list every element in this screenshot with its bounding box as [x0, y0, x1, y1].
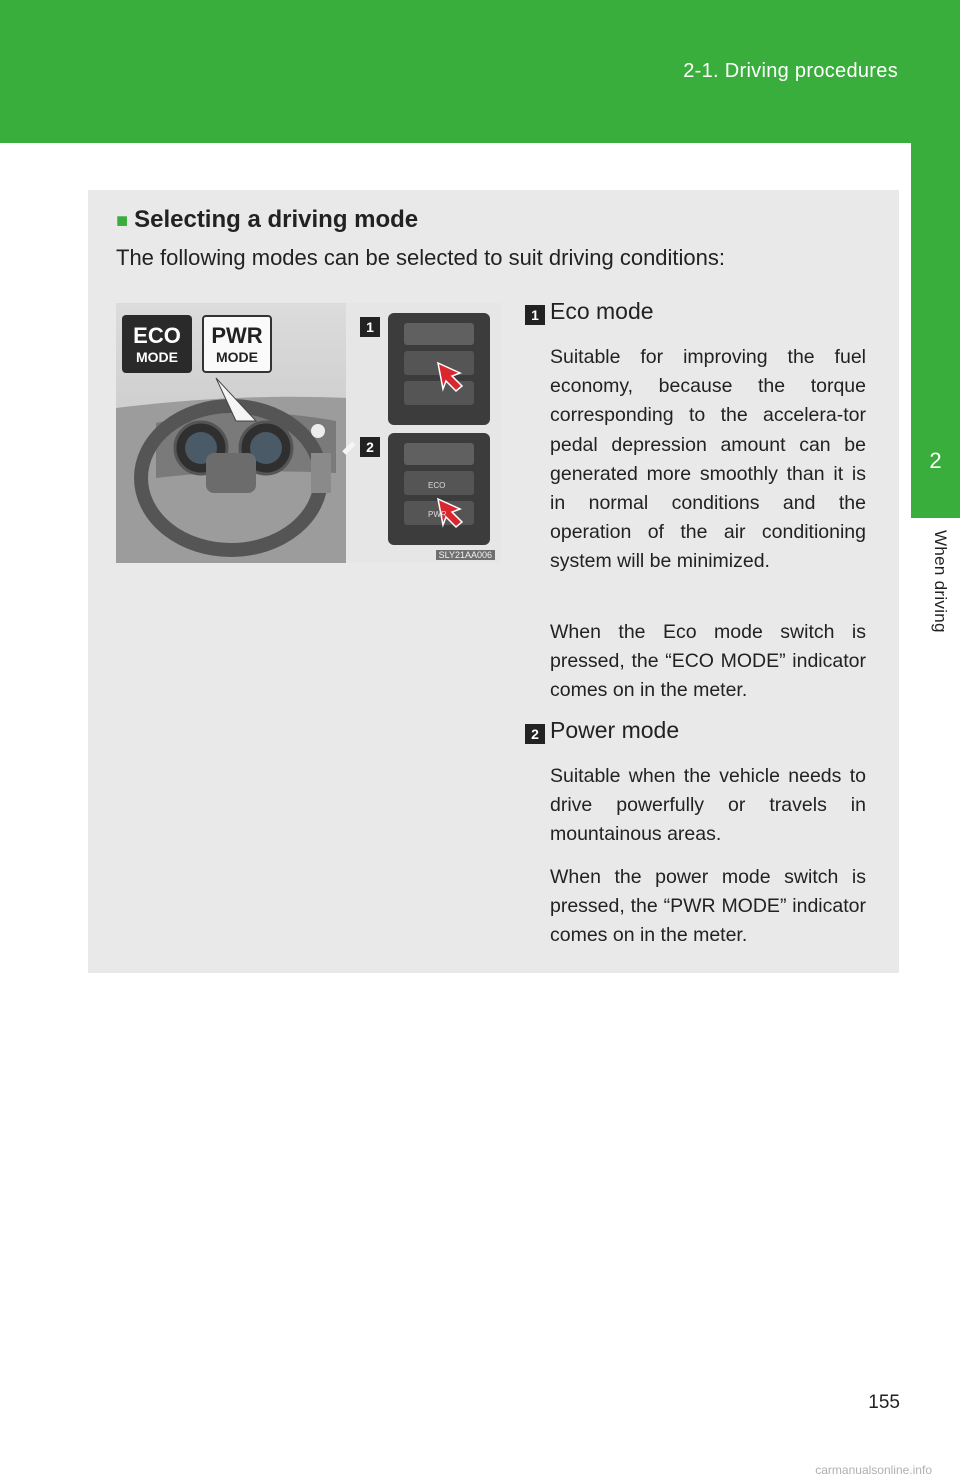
page-number: 155 [868, 1392, 900, 1413]
section-title: 2-1. Driving procedures [683, 60, 898, 82]
square-bullet-icon: ■ [116, 210, 129, 232]
intro-text: The following modes can be selected to suit driving conditions: [116, 245, 726, 270]
callout-2-icon: 2 [360, 437, 380, 457]
eco-mode-indicator: ECO MODE [122, 315, 192, 373]
pwr-mode-indicator: PWR MODE [202, 315, 272, 373]
watermark: carmanualsonline.info [815, 1463, 932, 1477]
callout-1-icon: 1 [360, 317, 380, 337]
eco-mode-title: Eco mode [550, 298, 654, 324]
step-2-icon: 2 [525, 724, 545, 744]
chapter-tab [911, 143, 960, 518]
step-1-icon: 1 [525, 305, 545, 325]
power-mode-note: When the power mode switch is pressed, the “PWR MODE” indicator comes on in the meter. [550, 866, 866, 947]
switch-pwr-label: PWR [428, 510, 447, 519]
power-mode-description: Suitable when the vehicle needs to drive powerfully or travels in mountainous areas. [550, 765, 866, 846]
chapter-label: When driving [931, 530, 950, 633]
eco-mode-description: Suitable for improving the fuel economy, because the torque corresponding to the accelera-tor pedal depression amount can be generated more smoothly than it is in normal conditions and the operation of the air conditioning system will be minimized. [550, 346, 866, 573]
section-heading-text: Selecting a driving mode [134, 206, 419, 233]
power-mode-title: Power mode [550, 717, 680, 743]
driving-mode-figure [116, 303, 501, 563]
chapter-number: 2 [929, 448, 942, 473]
switch-eco-label: ECO [428, 481, 446, 490]
eco-mode-note: When the Eco mode switch is pressed, the “ECO MODE” indicator comes on in the meter. [550, 621, 866, 702]
figure-code: SLY21AA006 [436, 550, 495, 560]
section-heading [116, 206, 418, 234]
